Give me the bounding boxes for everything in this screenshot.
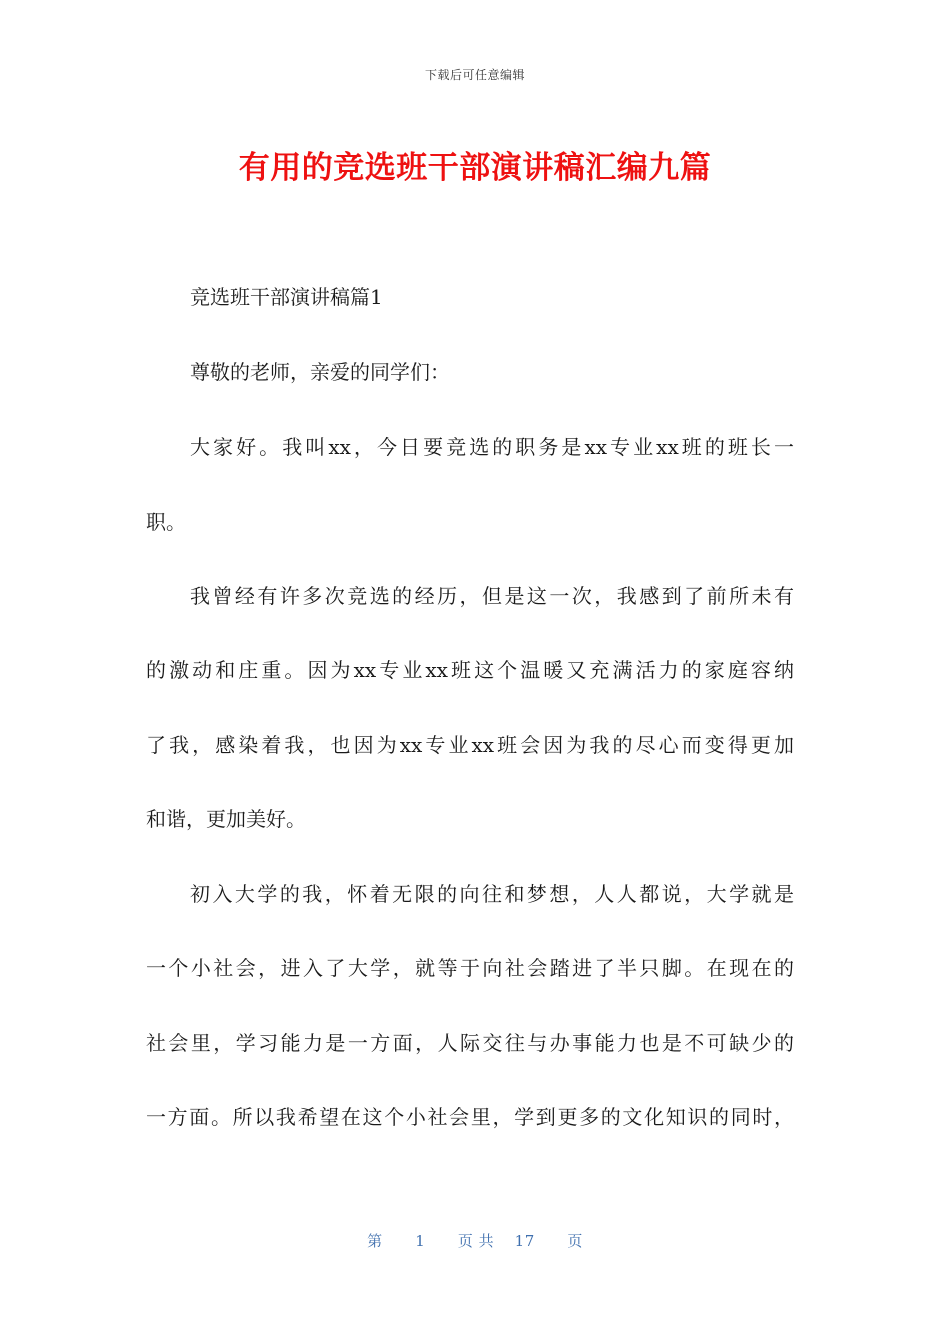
- paragraph-line: 一方面。所以我希望在这个小社会里，学到更多的文化知识的同时，: [146, 1105, 794, 1129]
- paragraph-line: 一个小社会，进入了大学，就等于向社会踏进了半只脚。在现在的: [146, 956, 794, 980]
- paragraph-line: 和谐，更加美好。: [146, 807, 306, 831]
- page-footer: [0, 1230, 950, 1251]
- footer-middle: 页 共: [457, 1232, 495, 1250]
- section-heading: 竞选班干部演讲稿篇1: [190, 285, 383, 309]
- paragraph-line: 社会里，学习能力是一方面，人际交往与办事能力也是不可缺少的: [146, 1031, 794, 1055]
- salutation: 尊敬的老师，亲爱的同学们：: [190, 360, 450, 384]
- footer-prefix: 第: [367, 1232, 383, 1250]
- paragraph-line: 了我，感染着我，也因为xx专业xx班会因为我的尽心而变得更加: [146, 733, 794, 757]
- paragraph-line: 初入大学的我，怀着无限的向往和梦想，人人都说，大学就是: [190, 882, 794, 906]
- paragraph-line: 我曾经有许多次竞选的经历，但是这一次，我感到了前所未有: [190, 584, 794, 608]
- paragraph-line: 大家好。我叫xx，今日要竞选的职务是xx专业xx班的班长一: [190, 435, 794, 459]
- footer-suffix: 页: [567, 1232, 583, 1250]
- document-title: 有用的竞选班干部演讲稿汇编九篇: [238, 150, 712, 186]
- footer-page-number: 1: [415, 1232, 426, 1250]
- footer-total-pages: 17: [514, 1232, 535, 1250]
- header-note: 下载后可任意编辑: [424, 68, 525, 82]
- paragraph-line: 的激动和庄重。因为xx专业xx班这个温暖又充满活力的家庭容纳: [146, 658, 794, 682]
- paragraph-line: 职。: [146, 510, 186, 534]
